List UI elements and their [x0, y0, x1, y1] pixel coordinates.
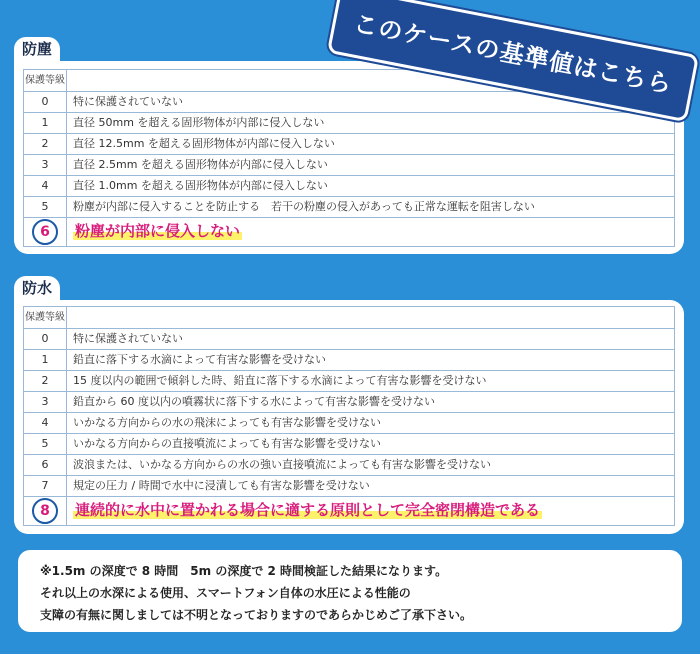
description-cell: 直径 12.5mm を超える固形物体が内部に侵入しない [67, 134, 675, 155]
level-cell: 6 [24, 455, 67, 476]
highlighted-text: 粉塵が内部に侵入しない [75, 222, 241, 240]
level-cell: 4 [24, 413, 67, 434]
description-cell: 特に保護されていない [67, 329, 675, 350]
description-cell: 直径 50mm を超える固形物体が内部に侵入しない [67, 113, 675, 134]
highlighted-row [24, 218, 675, 247]
level-cell: 5 [24, 197, 67, 218]
level-cell: 4 [24, 176, 67, 197]
table-row [24, 371, 675, 392]
highlighted-description-cell [67, 218, 675, 247]
level-cell: 0 [24, 329, 67, 350]
description-cell: 鉛直に落下する水滴によって有害な影響を受けない [67, 350, 675, 371]
level-cell: 5 [24, 434, 67, 455]
note-line-3: 支障の有無に関しましては不明となっておりますのであらかじめご了承下さい。 [40, 608, 473, 622]
highlighted-row [24, 497, 675, 526]
highlighted-text: 連続的に水中に置かれる場合に適する原則として完全密閉構造である [75, 501, 541, 519]
dust-section-title: 防塵 [14, 37, 60, 61]
level-cell: 1 [24, 350, 67, 371]
level-circle: 6 [32, 219, 58, 245]
level-cell: 3 [24, 155, 67, 176]
description-cell: 直径 2.5mm を超える固形物体が内部に侵入しない [67, 155, 675, 176]
table-row [24, 392, 675, 413]
description-cell: いかなる方向からの水の飛沫によっても有害な影響を受けない [67, 413, 675, 434]
description-cell: 特に保護されていない [67, 92, 675, 113]
level-circle: 8 [32, 498, 58, 524]
water-section-title: 防水 [14, 276, 60, 300]
table-row [24, 413, 675, 434]
description-cell: 鉛直から 60 度以内の噴霧状に落下する水によって有害な影響を受けない [67, 392, 675, 413]
level-cell: 7 [24, 476, 67, 497]
level-cell: 3 [24, 392, 67, 413]
note-line-1: ※1.5m の深度で 8 時間 5m の深度で 2 時間検証した結果になります。 [40, 564, 448, 578]
level-cell: 0 [24, 92, 67, 113]
table-row [24, 176, 675, 197]
description-cell: 粉塵が内部に侵入することを防止する 若干の粉塵の侵入があっても正常な運転を阻害しない [67, 197, 675, 218]
level-cell: 2 [24, 371, 67, 392]
table-row [24, 350, 675, 371]
standard-value-badge: このケースの基準値はこちら [327, 0, 699, 122]
description-cell: 直径 1.0mm を超える固形物体が内部に侵入しない [67, 176, 675, 197]
level-header: 保護等級 [24, 70, 67, 92]
highlighted-level-cell [24, 218, 67, 247]
level-header: 保護等級 [24, 307, 67, 329]
note-box [18, 550, 682, 632]
water-panel [14, 300, 684, 534]
level-cell: 1 [24, 113, 67, 134]
table-row [24, 476, 675, 497]
note-line-2: それ以上の水深による使用、スマートフォン自体の水圧による性能の [40, 586, 411, 600]
table-row [24, 113, 675, 134]
table-row [24, 455, 675, 476]
table-row [24, 155, 675, 176]
table-row [24, 329, 675, 350]
table-header-row [24, 307, 675, 329]
highlighted-level-cell [24, 497, 67, 526]
highlighted-description-cell [67, 497, 675, 526]
description-cell: 規定の圧力 / 時間で水中に浸漬しても有害な影響を受けない [67, 476, 675, 497]
level-cell: 2 [24, 134, 67, 155]
description-header [67, 307, 675, 329]
description-cell: いかなる方向からの直接噴流によっても有害な影響を受けない [67, 434, 675, 455]
table-row [24, 134, 675, 155]
description-cell: 15 度以内の範囲で傾斜した時、鉛直に落下する水滴によって有害な影響を受けない [67, 371, 675, 392]
table-row [24, 197, 675, 218]
water-table [23, 306, 675, 526]
table-row [24, 434, 675, 455]
description-cell: 波浪または、いかなる方向からの水の強い直接噴流によっても有害な影響を受けない [67, 455, 675, 476]
